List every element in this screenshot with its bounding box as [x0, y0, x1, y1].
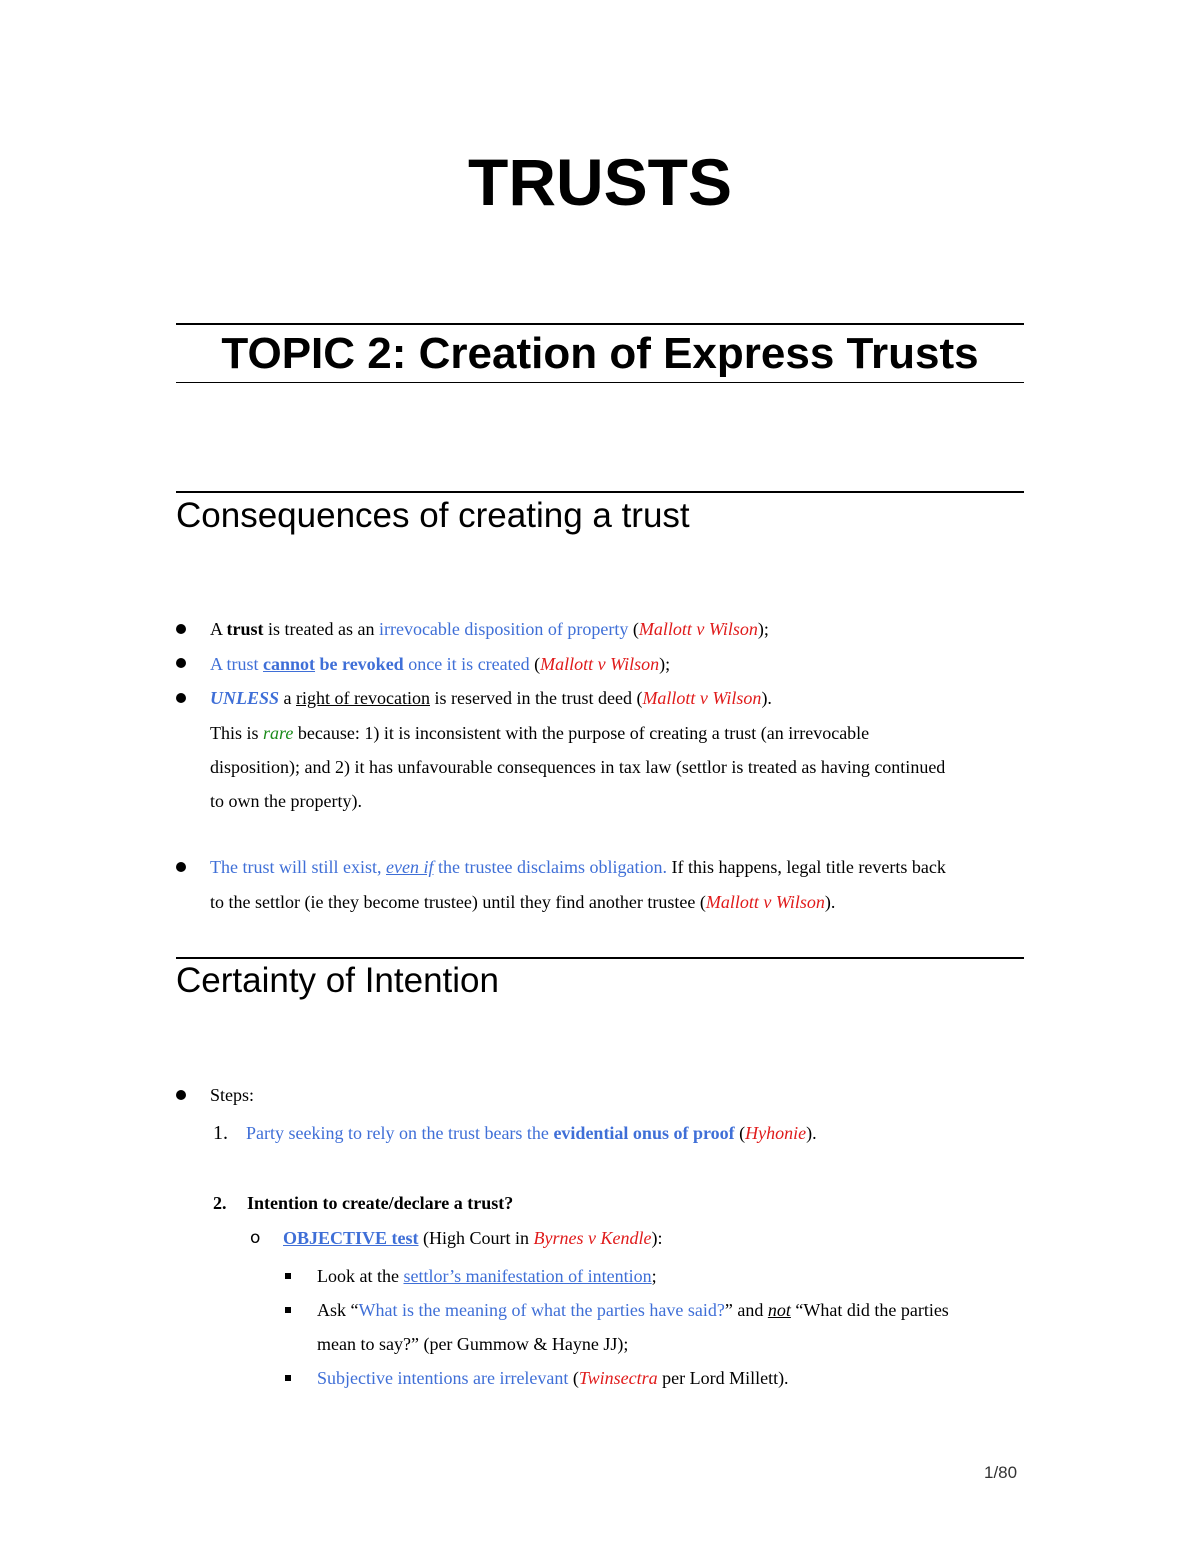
objective-test-item: OBJECTIVE test (High Court in Byrnes v Kendle): — [283, 1228, 663, 1248]
topic-top-rule — [176, 323, 1024, 325]
paragraph-rare-line1: This is rare because: 1) it is inconsistent with the purpose of creating a trust (an irrevocable — [210, 723, 870, 743]
sub-item-ask-line2: mean to say?” (per Gummow & Hayne JJ); — [317, 1334, 629, 1354]
paragraph-rare-line3: to own the property). — [210, 791, 362, 811]
list-item-cannot-revoke: A trust cannot be revoked once it is created (Mallott v Wilson); — [210, 654, 671, 674]
page-number: 1/80 — [984, 1463, 1018, 1482]
document-title: TRUSTS — [468, 145, 732, 219]
square-bullet-icon — [285, 1375, 291, 1381]
steps-label: Steps: — [210, 1085, 255, 1105]
circle-bullet-icon: o — [250, 1228, 261, 1248]
list-item-disclaim-line2: to the settlor (ie they become trustee) until they find another trustee (Mallott v Wilson). — [210, 892, 836, 912]
sub-item-subjective: Subjective intentions are irrelevant (Twinsectra per Lord Millett). — [317, 1368, 789, 1388]
bullet-icon — [176, 624, 186, 634]
step-number-2: 2. — [213, 1193, 227, 1213]
section-heading-consequences: Consequences of creating a trust — [176, 496, 690, 535]
section1-rule — [176, 491, 1024, 493]
sub-item-ask: Ask “What is the meaning of what the parties have said?” and not “What did the parties — [317, 1300, 949, 1320]
list-item-irrevocable: A trust is treated as an irrevocable disposition of property (Mallott v Wilson); — [210, 619, 769, 639]
section-heading-certainty: Certainty of Intention — [176, 961, 499, 1000]
step-1-text: Party seeking to rely on the trust bears the evidential onus of proof (Hyhonie). — [246, 1123, 817, 1143]
bullet-icon — [176, 862, 186, 872]
topic-title: TOPIC 2: Creation of Express Trusts — [221, 329, 979, 378]
bullet-icon — [176, 1090, 186, 1100]
step-2-text: Intention to create/declare a trust? — [247, 1193, 514, 1213]
square-bullet-icon — [285, 1307, 291, 1313]
square-bullet-icon — [285, 1273, 291, 1279]
bullet-icon — [176, 693, 186, 703]
list-item-disclaim: The trust will still exist, even if the trustee disclaims obligation. If this happens, legal title reverts back — [210, 857, 946, 877]
step-number-1: 1. — [213, 1122, 228, 1144]
list-item-unless: UNLESS a right of revocation is reserved in the trust deed (Mallott v Wilson). — [210, 688, 772, 708]
sub-item-manifestation: Look at the settlor’s manifestation of intention; — [317, 1266, 657, 1286]
topic-bottom-rule — [176, 382, 1024, 383]
paragraph-rare-line2: disposition); and 2) it has unfavourable consequences in tax law (settlor is treated as having continued — [210, 757, 946, 777]
bullet-icon — [176, 658, 186, 668]
